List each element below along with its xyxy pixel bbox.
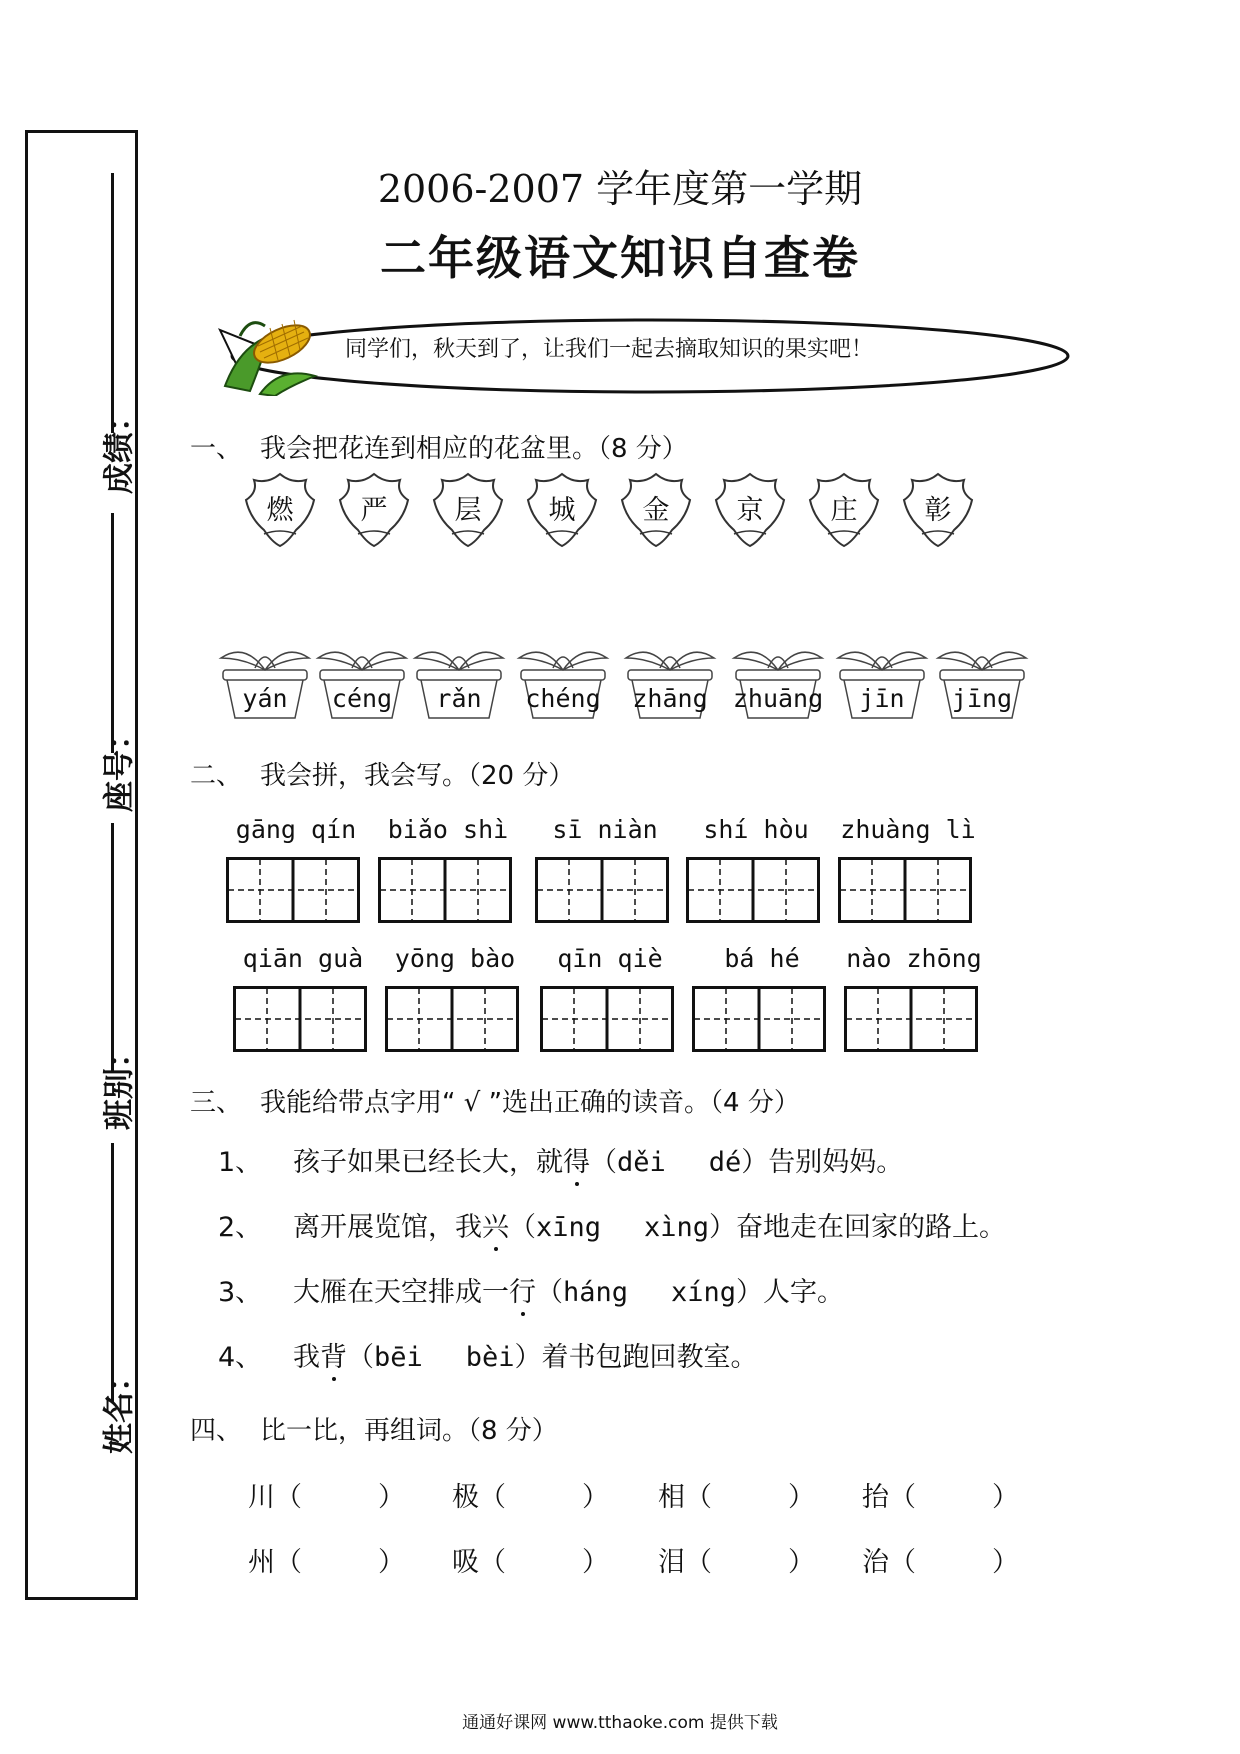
flower-pot-5[interactable] [620,640,720,720]
intro-banner [200,310,1080,400]
flower-pot-2[interactable] [312,640,412,720]
grid-pinyin: gāng qín [235,815,357,844]
class-label: 班别： [101,1037,138,1130]
answer-blank[interactable] [479,1540,609,1579]
section1-title [190,428,688,465]
answer-blank[interactable] [685,1540,815,1579]
question-text: 我 [293,1342,320,1373]
section2-title [190,755,574,792]
seat-label: 座号： [101,719,138,812]
flower-pot-7[interactable] [832,640,932,720]
compare-item-6 [452,1540,609,1579]
paren-close: ） [741,1147,769,1178]
pot-pinyin: yán [242,684,288,713]
paren-open: （ [536,1277,563,1308]
pot-pinyin: zhuāng [732,684,824,713]
paren-close: ） [735,1277,763,1308]
section1-number: 一、 [190,434,243,464]
question-text-end: 告别妈妈。 [768,1147,904,1178]
flower-4[interactable] [522,470,602,550]
flower-3[interactable] [428,470,508,550]
pot-pinyin: chéng [525,684,601,713]
question-number: 1、 [218,1147,263,1178]
grid-pinyin: biǎo shì [387,815,509,844]
flower-char: 严 [360,495,388,526]
score-label: 成绩： [101,401,138,494]
section4-text: 比一比，再组词。（8 分） [260,1416,558,1446]
binding-strip [25,130,138,1600]
section3-text: 我能给带点字用“ √ ”选出正确的读音。（4 分） [260,1088,800,1118]
tianzige-grid-icon [233,986,367,1052]
tianzige-grid-icon [226,857,360,923]
compare-char: 相 [658,1482,685,1513]
question-text: 大雁在天空排成一 [293,1277,509,1308]
paren-open: （ [347,1342,374,1373]
intro-text: 同学们，秋天到了，让我们一起去摘取知识的果实吧！ [345,337,874,362]
compare-char: 极 [452,1482,479,1513]
flower-pot-6[interactable] [728,640,828,720]
pot-pinyin: jīng [951,684,1013,713]
section3-title [190,1082,800,1119]
flower-char: 金 [642,495,670,526]
compare-item-4 [862,1475,1019,1514]
compare-item-7 [658,1540,815,1579]
answer-blank[interactable] [275,1475,405,1514]
question-number: 3、 [218,1277,263,1308]
compare-char: 州 [248,1547,275,1578]
question-number: 4、 [218,1342,263,1373]
section3-question-4 [218,1335,757,1374]
section4-title [190,1410,558,1447]
compare-char: 川 [248,1482,275,1513]
section2-number: 二、 [190,761,243,791]
flower-char: 彰 [924,495,952,526]
tianzige-grid-icon [838,857,972,923]
paren-open: （ [509,1212,536,1243]
grid-pinyin: shí hòu [703,815,809,844]
dotted-char: 得 [563,1147,590,1178]
pot-pinyin: zhāng [632,684,708,713]
flower-char: 庄 [830,495,858,526]
grid-pinyin: yōng bào [394,944,516,973]
tianzige-grid-icon [385,986,519,1052]
compare-char: 抬 [862,1482,889,1513]
flower-char: 燃 [266,495,294,526]
section4-number: 四、 [190,1416,243,1446]
flower-5[interactable] [616,470,696,550]
answer-blank[interactable] [479,1475,609,1514]
compare-item-2 [452,1475,609,1514]
reading-option-b[interactable]: xìng [643,1212,709,1243]
reading-option-b[interactable]: xíng [670,1277,736,1308]
reading-option-a[interactable]: háng [563,1277,629,1308]
tianzige-grid-icon [535,857,669,923]
footer-credit: 通通好课网 www.tthaoke.com 提供下载 [462,1713,778,1733]
flower-pot-8[interactable] [932,640,1032,720]
tianzige-grid-icon [686,857,820,923]
grid-pinyin: qiān guà [242,944,364,973]
answer-blank[interactable] [889,1540,1019,1579]
grid-pinyin: bá hé [724,944,800,973]
flower-1[interactable] [240,470,320,550]
flower-char: 层 [454,495,482,526]
question-text-end: 奋地走在回家的路上。 [735,1212,1006,1243]
answer-blank[interactable] [275,1540,405,1579]
reading-option-b[interactable]: bèi [465,1342,515,1373]
question-text: 孩子如果已经长大，就 [293,1147,563,1178]
section3-number: 三、 [190,1088,243,1118]
tianzige-grid-icon [844,986,978,1052]
pot-pinyin: jīn [859,684,905,713]
compare-char: 治 [862,1547,889,1578]
flower-2[interactable] [334,470,414,550]
school-year: 2006-2007 学年度第一学期 [377,167,863,211]
answer-blank[interactable] [685,1475,815,1514]
flower-7[interactable] [804,470,884,550]
dotted-char: 兴 [482,1212,509,1243]
paren-open: （ [590,1147,617,1178]
section2-text: 我会拼，我会写。（20 分） [260,761,575,791]
reading-option-a[interactable]: děi [617,1147,666,1178]
section1-text: 我会把花连到相应的花盆里。（8 分） [260,434,688,464]
question-text-end: 人字。 [762,1277,844,1308]
exam-title: 二年级语文知识自查卷 [380,231,860,285]
compare-item-3 [658,1475,815,1514]
reading-option-b[interactable]: dé [708,1147,742,1178]
paren-close: ） [514,1342,542,1373]
flower-8[interactable] [898,470,978,550]
reading-option-a[interactable]: xīng [536,1212,602,1243]
pot-pinyin: céng [331,684,393,713]
flower-char: 城 [548,495,576,526]
flower-pot-3[interactable] [409,640,509,720]
question-number: 2、 [218,1212,263,1243]
tianzige-grid-icon [540,986,674,1052]
compare-item-8 [862,1540,1019,1579]
paren-close: ） [708,1212,736,1243]
corn-icon [220,306,320,396]
section3-question-2 [218,1205,1006,1244]
answer-blank[interactable] [889,1475,1019,1514]
question-text: 离开展览馆，我 [293,1212,482,1243]
tianzige-grid-icon [378,857,512,923]
compare-char: 吸 [452,1547,479,1578]
compare-char: 泪 [658,1547,685,1578]
question-text-end: 着书包跑回教室。 [541,1342,758,1373]
flower-pot-1[interactable] [215,640,315,720]
flower-pot-4[interactable] [513,640,613,720]
flower-char: 京 [736,495,764,526]
grid-pinyin: zhuàng lì [840,815,976,844]
compare-item-5 [248,1540,405,1579]
compare-item-1 [248,1475,405,1514]
dotted-char: 行 [509,1277,536,1308]
pot-pinyin: rǎn [436,684,482,713]
flower-6[interactable] [710,470,790,550]
grid-pinyin: nào zhōng [846,944,982,973]
reading-option-a[interactable]: bēi [374,1342,423,1373]
grid-pinyin: sī niàn [552,815,658,844]
section3-question-3 [218,1270,844,1309]
name-label: 姓名： [101,1361,138,1454]
tianzige-grid-icon [692,986,826,1052]
section3-question-1 [218,1140,903,1179]
grid-pinyin: qīn qiè [557,944,663,973]
dotted-char: 背 [320,1342,347,1373]
